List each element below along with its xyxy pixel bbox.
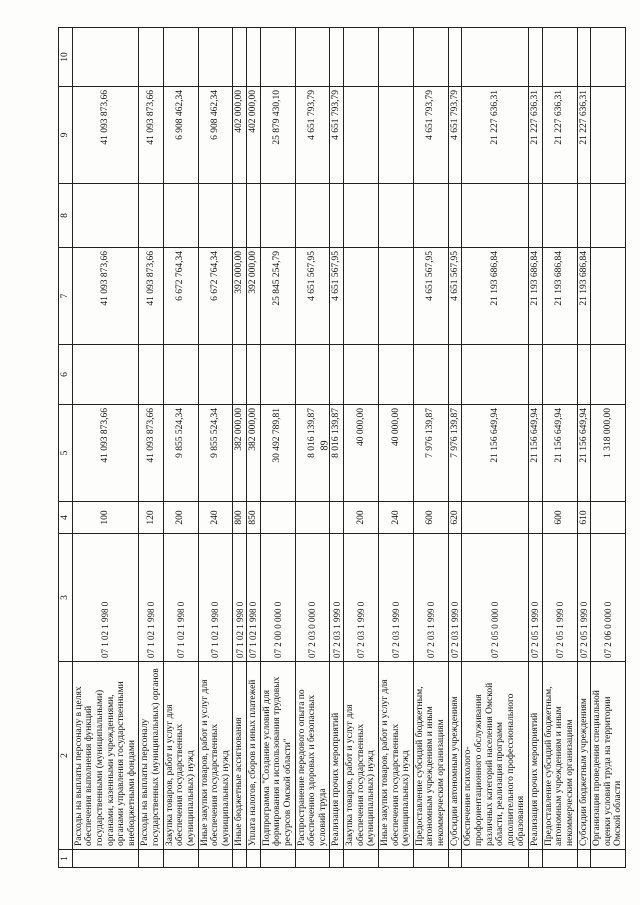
row-index-cell bbox=[462, 850, 529, 868]
table-row bbox=[577, 28, 591, 868]
amount-cell: 41 093 873,66 bbox=[139, 405, 163, 502]
amount-cell: 8 016 139,87 bbox=[330, 405, 344, 502]
expense-name-cell: Организация проведения специальной оценки условий труда на территории Омской области bbox=[591, 662, 626, 850]
table-row bbox=[233, 28, 247, 868]
expense-name-cell: Субсидии бюджетным учреждениям bbox=[577, 662, 591, 850]
expense-name-cell: Иные закупки товаров, работ и услуг для обеспечения государственных (муниципальных) нужд bbox=[378, 662, 413, 850]
amount-cell: 21 227 636,31 bbox=[542, 87, 577, 184]
amount-cell bbox=[378, 28, 413, 87]
amount-cell bbox=[163, 184, 198, 248]
amount-cell bbox=[591, 248, 626, 345]
target-article-code-cell: 07 2 03 0 000 0 bbox=[295, 534, 330, 662]
row-index-cell bbox=[198, 850, 233, 868]
expense-name-cell: Реализация прочих мероприятий bbox=[330, 662, 344, 850]
table-row bbox=[198, 28, 233, 868]
expense-type-cell: 240 bbox=[378, 502, 413, 534]
table-row bbox=[163, 28, 198, 868]
expense-type-cell bbox=[295, 502, 330, 534]
amount-cell bbox=[413, 184, 448, 248]
column-number: 9 bbox=[59, 87, 73, 184]
amount-cell bbox=[330, 184, 344, 248]
table-row bbox=[542, 28, 577, 868]
amount-cell: 392 000,00 bbox=[233, 248, 247, 345]
target-article-code-cell: 07 2 03 1 999 0 bbox=[330, 534, 344, 662]
amount-cell: 21 193 686,84 bbox=[577, 248, 591, 345]
expense-name-cell: Предоставление субсидий бюджетным, автономным учреждениям и иным некоммерческим организациям bbox=[542, 662, 577, 850]
target-article-code-cell: 07 1 02 1 998 0 bbox=[72, 534, 139, 662]
amount-cell: 21 227 636,31 bbox=[462, 87, 529, 184]
expense-name-cell: Уплата налогов, сборов и иных платежей bbox=[247, 662, 261, 850]
row-index-cell bbox=[260, 850, 295, 868]
amount-cell bbox=[462, 184, 529, 248]
amount-cell: 21 227 636,31 bbox=[577, 87, 591, 184]
expense-type-cell: 200 bbox=[163, 502, 198, 534]
amount-cell bbox=[233, 28, 247, 87]
table-row bbox=[260, 28, 295, 868]
amount-cell: 6 672 764,34 bbox=[163, 248, 198, 345]
table-row bbox=[591, 28, 626, 868]
amount-cell: 4 651 793,79 bbox=[295, 87, 330, 184]
expense-name-cell: Предоставление субсидий бюджетным, автономным учреждениям и иным некоммерческим организациям bbox=[413, 662, 448, 850]
amount-cell: 382 000,00 bbox=[247, 405, 261, 502]
column-number: 7 bbox=[59, 248, 73, 345]
amount-cell bbox=[413, 28, 448, 87]
amount-cell bbox=[344, 248, 379, 345]
table-row bbox=[378, 28, 413, 868]
table-row bbox=[413, 28, 448, 868]
amount-cell bbox=[198, 184, 233, 248]
expense-name-cell: Расходы на выплаты персоналу в целях обеспечения выполнения функций государственными (муниципальными) органами, казенными учреждениями, органами управления государственными внебюджетными фондами bbox=[72, 662, 139, 850]
amount-cell bbox=[378, 248, 413, 345]
target-article-code-cell: 07 2 03 1 999 0 bbox=[378, 534, 413, 662]
expense-type-cell: 600 bbox=[542, 502, 577, 534]
target-article-code-cell: 07 2 06 0 000 0 bbox=[591, 534, 626, 662]
column-number: 6 bbox=[59, 345, 73, 405]
amount-cell: 25 879 430,10 bbox=[260, 87, 295, 184]
amount-cell bbox=[163, 28, 198, 87]
amount-cell: 40 000,00 bbox=[378, 405, 413, 502]
amount-cell: 21 193 686,84 bbox=[542, 248, 577, 345]
amount-cell: 6 908 462,34 bbox=[163, 87, 198, 184]
amount-cell: 402 000,00 bbox=[247, 87, 261, 184]
column-number: 1 bbox=[59, 850, 73, 868]
amount-cell bbox=[591, 28, 626, 87]
target-article-code-cell: 07 1 02 1 998 0 bbox=[163, 534, 198, 662]
amount-cell bbox=[163, 345, 198, 405]
expense-name-cell: Подпрограмма "Создание условий для формирования и использования трудовых ресурсов Омской области" bbox=[260, 662, 295, 850]
amount-cell: 4 651 793,79 bbox=[413, 87, 448, 184]
table-body bbox=[72, 28, 625, 868]
column-number: 2 bbox=[59, 662, 73, 850]
table-row bbox=[448, 28, 462, 868]
expense-type-cell bbox=[260, 502, 295, 534]
row-index-cell bbox=[295, 850, 330, 868]
amount-cell: 25 845 254,79 bbox=[260, 248, 295, 345]
amount-cell bbox=[542, 28, 577, 87]
amount-cell: 40 000,00 bbox=[344, 405, 379, 502]
amount-cell bbox=[462, 345, 529, 405]
amount-cell: 382 000,00 bbox=[233, 405, 247, 502]
amount-cell: 402 000,00 bbox=[233, 87, 247, 184]
expense-name-cell: Субсидии автономным учреждениям bbox=[448, 662, 462, 850]
row-index-cell bbox=[344, 850, 379, 868]
target-article-code-cell: 07 2 05 1 999 0 bbox=[577, 534, 591, 662]
target-article-code-cell: 07 2 03 1 999 0 bbox=[413, 534, 448, 662]
amount-cell bbox=[247, 345, 261, 405]
amount-cell: 7 976 139,87 bbox=[448, 405, 462, 502]
target-article-code-cell: 07 2 03 1 999 0 bbox=[344, 534, 379, 662]
amount-cell: 41 093 873,66 bbox=[139, 87, 163, 184]
expense-name-cell: Расходы на выплаты персоналу государственных (муниципальных) органов bbox=[139, 662, 163, 850]
amount-cell: 21 227 636,31 bbox=[529, 87, 543, 184]
column-number: 4 bbox=[59, 502, 73, 534]
row-index-cell bbox=[542, 850, 577, 868]
row-index-cell bbox=[448, 850, 462, 868]
amount-cell: 4 651 567,95 bbox=[330, 248, 344, 345]
column-number: 3 bbox=[59, 534, 73, 662]
amount-cell bbox=[330, 345, 344, 405]
amount-cell bbox=[591, 184, 626, 248]
amount-cell: 21 193 686,84 bbox=[529, 248, 543, 345]
amount-cell bbox=[233, 345, 247, 405]
budget-table bbox=[58, 27, 626, 868]
amount-cell: 4 651 567,95 bbox=[448, 248, 462, 345]
expense-name-cell: Реализация прочих мероприятий bbox=[529, 662, 543, 850]
row-index-cell bbox=[163, 850, 198, 868]
amount-cell: 4 651 793,79 bbox=[330, 87, 344, 184]
expense-type-cell bbox=[529, 502, 543, 534]
amount-cell bbox=[233, 184, 247, 248]
amount-cell bbox=[344, 345, 379, 405]
expense-type-cell: 850 bbox=[247, 502, 261, 534]
amount-cell: 41 093 873,66 bbox=[72, 405, 139, 502]
amount-cell bbox=[330, 28, 344, 87]
amount-cell: 21 156 649,94 bbox=[529, 405, 543, 502]
amount-cell bbox=[577, 184, 591, 248]
expense-type-cell: 800 bbox=[233, 502, 247, 534]
amount-cell: 7 976 139,87 bbox=[413, 405, 448, 502]
amount-cell bbox=[295, 184, 330, 248]
amount-cell bbox=[139, 28, 163, 87]
amount-cell bbox=[542, 184, 577, 248]
row-index-cell bbox=[529, 850, 543, 868]
target-article-code-cell: 07 2 05 0 000 0 bbox=[462, 534, 529, 662]
amount-cell: 21 156 649,94 bbox=[542, 405, 577, 502]
column-number: 10 bbox=[59, 28, 73, 87]
expense-type-cell: 240 bbox=[198, 502, 233, 534]
amount-cell bbox=[260, 184, 295, 248]
amount-cell bbox=[260, 28, 295, 87]
expense-type-cell: 620 bbox=[448, 502, 462, 534]
amount-cell bbox=[247, 28, 261, 87]
amount-cell: 6 908 462,34 bbox=[198, 87, 233, 184]
amount-cell bbox=[198, 28, 233, 87]
row-index-cell bbox=[233, 850, 247, 868]
expense-name-cell: Иные закупки товаров, работ и услуг для обеспечения государственных (муниципальных) нужд bbox=[198, 662, 233, 850]
expense-name-cell: Обеспечение психолого-профориентационного обслуживания различных категорий населения Омской области, реализация программ дополнительного профессионального образования bbox=[462, 662, 529, 850]
amount-cell bbox=[529, 28, 543, 87]
amount-cell bbox=[344, 87, 379, 184]
column-number: 8 bbox=[59, 184, 73, 248]
budget-table-page bbox=[58, 28, 640, 868]
amount-cell bbox=[139, 345, 163, 405]
target-article-code-cell: 07 2 00 0 000 0 bbox=[260, 534, 295, 662]
expense-type-cell: 600 bbox=[413, 502, 448, 534]
column-number: 5 bbox=[59, 405, 73, 502]
amount-cell: 1 318 000,00 bbox=[591, 405, 626, 502]
amount-cell: 9 855 524,34 bbox=[163, 405, 198, 502]
amount-cell bbox=[72, 184, 139, 248]
column-number-row bbox=[59, 28, 73, 868]
amount-cell bbox=[591, 87, 626, 184]
amount-cell bbox=[542, 345, 577, 405]
amount-cell: 9 855 524,34 bbox=[198, 405, 233, 502]
row-index-cell bbox=[413, 850, 448, 868]
amount-cell bbox=[577, 28, 591, 87]
table-row bbox=[295, 28, 330, 868]
amount-cell bbox=[247, 184, 261, 248]
amount-cell bbox=[462, 28, 529, 87]
target-article-code-cell: 07 2 05 1 999 0 bbox=[542, 534, 577, 662]
amount-cell bbox=[295, 345, 330, 405]
expense-type-cell bbox=[330, 502, 344, 534]
target-article-code-cell: 07 1 02 1 998 0 bbox=[247, 534, 261, 662]
expense-name-cell: Закупка товаров, работ и услуг для обеспечения государственных (муниципальных) нужд bbox=[344, 662, 379, 850]
amount-cell bbox=[413, 345, 448, 405]
table-row bbox=[344, 28, 379, 868]
amount-cell bbox=[529, 184, 543, 248]
amount-cell bbox=[448, 28, 462, 87]
amount-cell: 4 651 793,79 bbox=[448, 87, 462, 184]
amount-cell bbox=[448, 184, 462, 248]
amount-cell: 8 016 139,87 bbox=[295, 405, 330, 502]
amount-cell: 30 492 789,81 bbox=[260, 405, 295, 502]
row-index-cell bbox=[72, 850, 139, 868]
amount-cell bbox=[72, 28, 139, 87]
row-index-cell bbox=[577, 850, 591, 868]
table-row bbox=[72, 28, 139, 868]
target-article-code-cell: 07 1 02 1 998 0 bbox=[139, 534, 163, 662]
expense-name-cell: Распространение передового опыта по обеспечению здоровых и безопасных условий труда bbox=[295, 662, 330, 850]
table-row bbox=[139, 28, 163, 868]
expense-name-cell: Иные бюджетные ассигнования bbox=[233, 662, 247, 850]
expense-type-cell: 100 bbox=[72, 502, 139, 534]
amount-cell bbox=[198, 345, 233, 405]
amount-cell bbox=[72, 345, 139, 405]
amount-cell: 6 672 764,34 bbox=[198, 248, 233, 345]
row-index-cell bbox=[591, 850, 626, 868]
amount-cell bbox=[448, 345, 462, 405]
amount-cell: 392 000,00 bbox=[247, 248, 261, 345]
amount-cell: 21 156 649,94 bbox=[462, 405, 529, 502]
amount-cell bbox=[529, 345, 543, 405]
target-article-code-cell: 07 2 03 1 999 0 bbox=[448, 534, 462, 662]
amount-cell: 4 651 567,95 bbox=[295, 248, 330, 345]
expense-type-cell: 610 bbox=[577, 502, 591, 534]
expense-type-cell: 120 bbox=[139, 502, 163, 534]
expense-type-cell bbox=[462, 502, 529, 534]
row-index-cell bbox=[378, 850, 413, 868]
target-article-code-cell: 07 1 02 1 998 0 bbox=[198, 534, 233, 662]
amount-cell bbox=[344, 184, 379, 248]
amount-cell bbox=[139, 184, 163, 248]
amount-cell bbox=[378, 345, 413, 405]
amount-cell bbox=[378, 184, 413, 248]
amount-cell: 41 093 873,66 bbox=[72, 248, 139, 345]
table-row bbox=[247, 28, 261, 868]
row-index-cell bbox=[247, 850, 261, 868]
amount-cell: 21 156 649,94 bbox=[577, 405, 591, 502]
table-row bbox=[529, 28, 543, 868]
row-index-cell bbox=[330, 850, 344, 868]
expense-type-cell bbox=[591, 502, 626, 534]
amount-cell bbox=[577, 345, 591, 405]
target-article-code-cell: 07 1 02 1 998 0 bbox=[233, 534, 247, 662]
row-index-cell bbox=[139, 850, 163, 868]
amount-cell: 41 093 873,66 bbox=[72, 87, 139, 184]
amount-cell bbox=[378, 87, 413, 184]
amount-cell bbox=[295, 28, 330, 87]
table-row bbox=[462, 28, 529, 868]
amount-cell bbox=[591, 345, 626, 405]
amount-cell bbox=[344, 28, 379, 87]
target-article-code-cell: 07 2 05 1 999 0 bbox=[529, 534, 543, 662]
amount-cell: 4 651 567,95 bbox=[413, 248, 448, 345]
amount-cell bbox=[260, 345, 295, 405]
expense-name-cell: Закупка товаров, работ и услуг для обеспечения государственных (муниципальных) нужд bbox=[163, 662, 198, 850]
expense-type-cell: 200 bbox=[344, 502, 379, 534]
amount-cell: 41 093 873,66 bbox=[139, 248, 163, 345]
amount-cell: 21 193 686,84 bbox=[462, 248, 529, 345]
table-row bbox=[330, 28, 344, 868]
page-number: 89 bbox=[319, 440, 331, 451]
